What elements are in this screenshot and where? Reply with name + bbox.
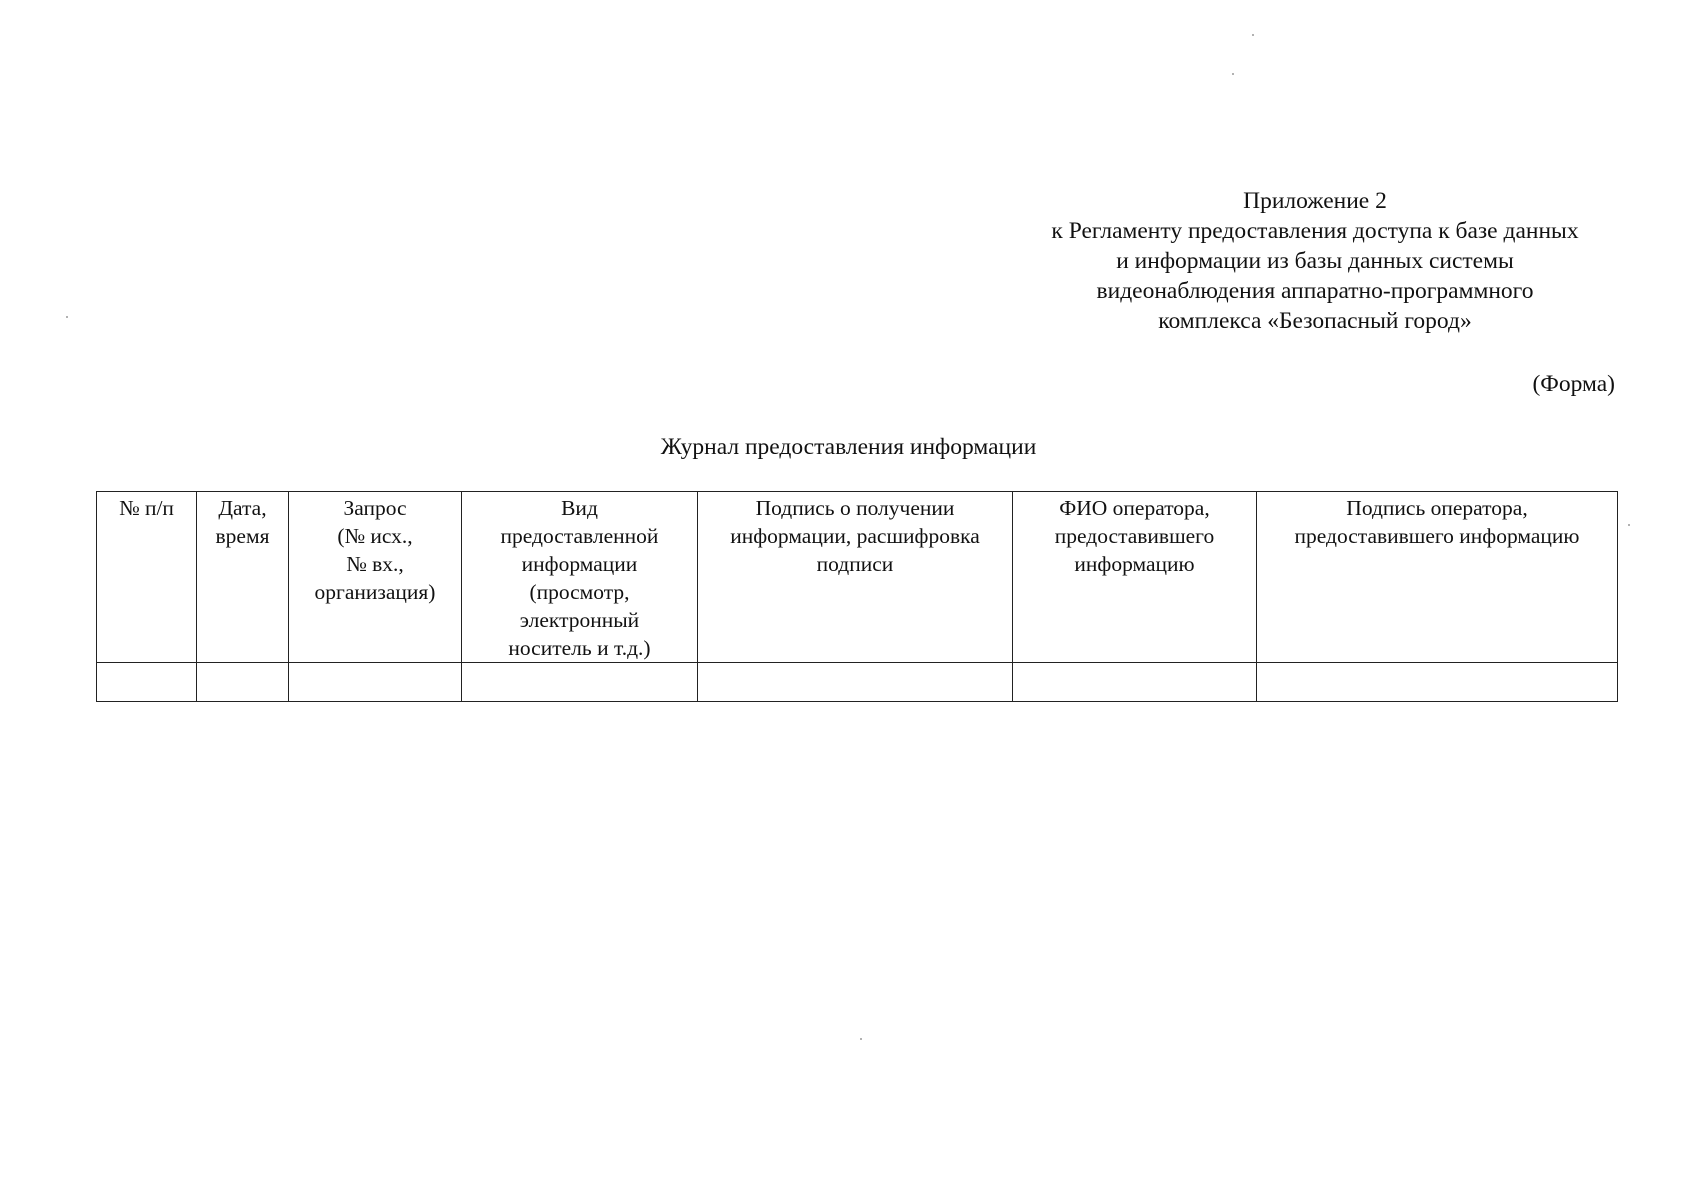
scan-speck <box>1232 73 1234 75</box>
appendix-header <box>990 186 1640 336</box>
journal-table <box>96 491 1618 702</box>
appendix-line-4: видеонаблюдения аппаратно-программного <box>1096 278 1534 304</box>
table-cell-receipt-signature <box>698 663 1013 702</box>
journal-header-row <box>97 492 1618 663</box>
journal-title: Журнал предоставления информации <box>660 434 1037 460</box>
table-cell-operator-name <box>1013 663 1257 702</box>
appendix-line-2: к Регламенту предоставления доступа к базе данных <box>1051 218 1579 244</box>
scan-speck <box>66 316 68 318</box>
table-cell-operator-signature <box>1257 663 1618 702</box>
col-header-datetime: Дата, время <box>197 492 289 663</box>
appendix-line-5: комплекса «Безопасный город» <box>1158 308 1472 334</box>
table-cell-request <box>289 663 462 702</box>
form-label: (Форма) <box>1532 371 1615 397</box>
appendix-line-1: Приложение 2 <box>1243 188 1387 214</box>
scan-speck <box>1252 34 1254 36</box>
scan-speck <box>1628 524 1630 526</box>
col-header-operator-name: ФИО оператора, предоставившего информацию <box>1013 492 1257 663</box>
table-cell-number <box>97 663 197 702</box>
col-header-request: Запрос (№ исх., № вх., организация) <box>289 492 462 663</box>
table-cell-info-type <box>462 663 698 702</box>
table-row <box>97 663 1618 702</box>
col-header-operator-signature: Подпись оператора, предоставившего информацию <box>1257 492 1618 663</box>
appendix-line-3: и информации из базы данных системы <box>1116 248 1514 274</box>
col-header-info-type: Вид предоставленной информации (просмотр, электронный носитель и т.д.) <box>462 492 698 663</box>
table-cell-datetime <box>197 663 289 702</box>
col-header-receipt-signature: Подпись о получении информации, расшифровка подписи <box>698 492 1013 663</box>
scan-speck <box>860 1038 862 1040</box>
col-header-number: № п/п <box>97 492 197 663</box>
